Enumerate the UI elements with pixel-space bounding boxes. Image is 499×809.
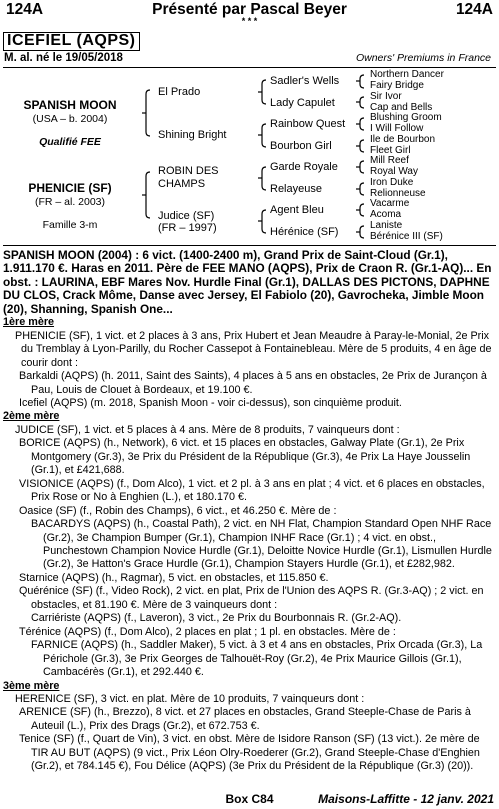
horse-birth: M. al. né le 19/05/2018 (4, 52, 123, 64)
owners-premiums-note: Owners' Premiums in France (355, 52, 491, 64)
sire-origin: (USA – b. 2004) (32, 113, 108, 125)
horse-name-box (3, 32, 140, 51)
produce-farnice: FARNICE (AQPS) (h., Saddler Maker), 5 vict. à 3 et 4 ans en obstacles, Prix Orcada (Gr.3), La Périchole (Gr.3), 3e Prix Georges de Talhouët-Roy (Gr.2), 4e Prix Maurice Gillois (Gr.1), Cambacérès (Gr.1), et 292.440 €. (31, 639, 483, 679)
gen3-5: Garde Royale (270, 161, 338, 173)
heading-third-dam: 3ème mère (3, 679, 60, 692)
produce-oasice: Oasice (SF) (f., Robin des Champs), 6 vict., et 46.250 €. Mère de : (19, 504, 337, 517)
produce-tenice: Tenice (SF) (f., Quart de Vin), 3 vict. en obst. Mère de Isidore Ranson (SF) (13 vict.). 2e mère de TIR AU BUT (AQPS) (9 vict., Prix Léon Olry-Roederer (Gr.2), Grand Steeple-Chase d'Enghien (Gr.2), et 784.145 €), Fou Délice (AQPS) (3e Prix du Président de la République (Gr.3) (20)). (19, 733, 480, 773)
produce-arenice: ARENICE (SF) (h., Brezzo), 8 vict. et 27 places en obstacles, Grand Steeple-Chase de Paris à Auteuil (L.), Prix des Drags (Gr.2), et 672.753 €. (19, 706, 471, 732)
pedigree-bottom-rule (3, 245, 496, 246)
produce-icefiel: Icefiel (AQPS) (m. 2018, Spanish Moon - voir ci-dessus), son cinquième produit. (19, 396, 402, 409)
catalogue-text (3, 249, 497, 774)
gen3-8: Hérénice (SF) (270, 226, 339, 238)
produce-bacardys: BACARDYS (AQPS) (h., Coastal Path), 2 vict. en NH Flat, Champion Standard Open NHF Race (Gr.2), 3e Champion Bumper (Gr.1), Champion INHF Race (Gr.1) ; 4 vict. en obst., Punchestown Champion Novice Hurdle (Gr.1), Deloitte Novice Hurdle (Gr.1), Lismullen Hurdle (Gr.2), 3e Hatton's Grace Hurdle (Gr.1), Champion Stayers Hurdle (Gr.1), et £282,982. (31, 518, 492, 571)
dam-family: Famille 3-m (42, 219, 98, 231)
gen4-11: Iron Duke (370, 177, 414, 188)
produce-querenice: Quérénice (SF) (f., Video Rock), 2 vict. en plat, Prix de l'Union des AQPS R. (Gr.3-AQ) ; 2 vict. en obstacles, et 81.190 €. Mère de 3 vainqueurs dont : (19, 585, 484, 611)
third-dam-record: HERENICE (SF), 3 vict. en plat. Mère de 10 produits, 7 vainqueurs dont : (15, 692, 365, 705)
consignor-title: Présenté par Pascal Beyer (152, 1, 347, 18)
gen4-1: Northern Dancer (370, 69, 444, 80)
produce-barkaldi: Barkaldi (AQPS) (h. 2011, Saint des Saints), 4 places à 5 ans en obstacles, 2e Prix de Jurançon à Pau, Louis de Clouet à Bordeaux, et 19.100 €. (19, 370, 487, 396)
gen4-16: Bérénice III (SF) (370, 230, 443, 242)
sire-dam: Shining Bright (158, 129, 227, 141)
sire-sire: El Prado (158, 86, 201, 98)
gen3-2: Lady Capulet (270, 97, 335, 109)
gen4-2: Fairy Bridge (370, 79, 424, 91)
gen4-4: Cap and Bells (370, 101, 433, 113)
gen4-12: Relionneuse (370, 187, 426, 199)
sire-name: SPANISH MOON (23, 98, 117, 112)
gen4-8: Fleet Girl (370, 144, 411, 156)
gen4-5: Blushing Groom (370, 112, 442, 123)
gen3-7: Agent Bleu (270, 204, 324, 216)
box-number: Box C84 (225, 792, 274, 806)
sire-record: SPANISH MOON (2004) : 6 vict. (1400-2400 m), Grand Prix de Saint-Cloud (Gr.1), 1.911.170 €. Haras en 2011. Père de FEE MANO (AQPS), Prix de Craon R. (Gr.1-AQ)... En obst. : LAURINA, EBF Mares Nov. Hurdle Final (Gr.1), DALLAS DES PICTONS, DAPHNE DU CLOS, Crack Môme, Danse avec Jersey, El Fabiolo (20), Gavrocheka, Jimble Moon (20), Shanning, Spanish One... (3, 248, 492, 316)
sale-place-date: Maisons-Laffitte - 12 janv. 2021 (318, 792, 494, 806)
gen4-9: Mill Reef (370, 155, 409, 166)
produce-starnice: Starnice (AQPS) (h., Ragmar), 5 vict. en obstacles, et 115.850 €. (19, 571, 329, 584)
gen4-14: Acoma (370, 208, 402, 220)
dam-dam: Judice (SF) (158, 210, 215, 222)
first-dam-record: PHENICIE (SF), 1 vict. et 2 places à 3 ans, Prix Hubert et Jean Meaudre à Paray-le-Monial, 2e Prix du Tremblay à Lyon-Parilly, du Rocher Cassepot à Fontainebleau. Mère de 5 produits, 4 en âge de courir dont : (15, 329, 492, 369)
pedigree-top-rule (3, 67, 496, 68)
lot-number-right: 124A (455, 1, 493, 18)
produce-borice: BORICE (AQPS) (h., Network), 6 vict. et 15 places en obstacles, Galway Plate (Gr.1), 2e Prix Montgomery (Gr.3), 3e Prix du Président de la République (Gr.3), 4e Prix La Haye Jousselin (Gr.1), et £421,688. (19, 437, 471, 477)
gen4-3: Sir Ivor (370, 91, 402, 102)
dam-name: PHENICIE (SF) (28, 181, 112, 195)
dam-sire: ROBIN DES CHAMPS (158, 165, 219, 190)
header-stars: * * * (241, 16, 258, 26)
horse-name: ICEFIEL (AQPS) (7, 32, 136, 49)
produce-carrieriste: Carriériste (AQPS) (f., Laveron), 3 vict., 2e Prix du Bourbonnais R. (Gr.2-AQ). (31, 612, 402, 625)
dam-origin: (FR – al. 2003) (34, 196, 106, 208)
gen3-4: Bourbon Girl (270, 140, 332, 152)
page-footer (0, 792, 499, 808)
gen4-13: Vacarme (370, 198, 410, 209)
lot-number-left: 124A (6, 1, 44, 18)
produce-visionice: VISIONICE (AQPS) (f., Dom Alco), 1 vict. et 2 pl. à 3 ans en plat ; 4 vict. et 6 places en obstacles, Prix Rose or No à Enghien (L.), et 180.170 €. (19, 477, 485, 504)
gen3-6: Relayeuse (270, 183, 322, 195)
gen3-3: Rainbow Quest (270, 118, 346, 130)
produce-terenice: Térénice (AQPS) (f., Dom Alco), 2 places en plat ; 1 pl. en obstacles. Mère de : (19, 625, 396, 638)
gen4-15: Laniste (370, 220, 403, 231)
heading-first-dam: 1ère mère (3, 316, 55, 329)
heading-second-dam: 2ème mère (3, 410, 60, 423)
sire-note: Qualifié FEE (39, 136, 101, 148)
dam-dam-origin: (FR – 1997) (158, 222, 217, 234)
gen4-10: Royal Way (370, 165, 418, 177)
gen4-6: I Will Follow (370, 122, 424, 134)
second-dam-record: JUDICE (SF), 1 vict. et 5 places à 4 ans. Mère de 8 produits, 7 vainqueurs dont : (15, 423, 400, 436)
gen3-1: Sadler's Wells (270, 75, 340, 87)
gen4-7: Ile de Bourbon (370, 134, 436, 145)
